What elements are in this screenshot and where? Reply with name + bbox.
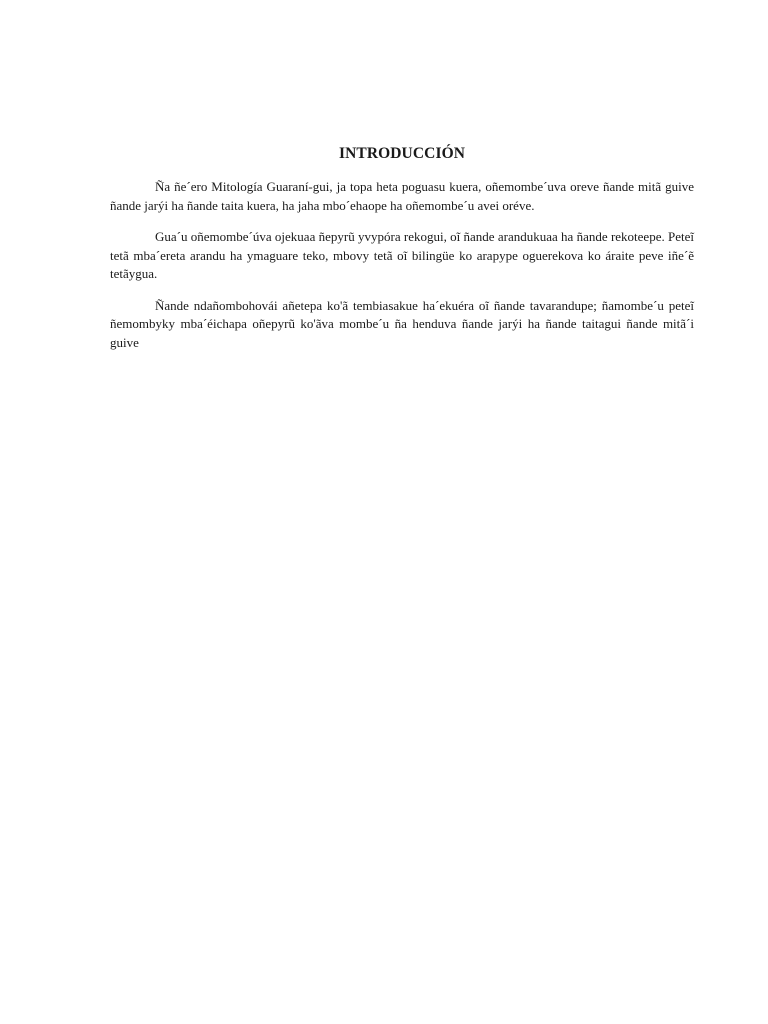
paragraph-3: Ñande ndañombohovái añetepa ko'ã tembiasakue ha´ekuéra oĩ ñande tavarandupe; ñamombe´u peteĩ ñemombyky mba´éichapa oñepyrũ ko'ãva mombe´u ña henduva ñande jarýi ha ñande taitagui ñande mitã´i guive <box>110 297 694 350</box>
document-body <box>110 145 694 365</box>
page-title: INTRODUCCIÓN <box>338 145 466 162</box>
paragraph-1: Ña ñe´ero Mitología Guaraní-gui, ja topa heta poguasu kuera, oñemombe´uva oreve ñande mitã guive ñande jarýi ha ñande taita kuera, ha jaha mbo´ehaope ha oñemombe´u avei oréve. <box>110 179 694 213</box>
paragraph-2: Gua´u oñemombe´úva ojekuaa ñepyrũ yvypóra rekogui, oĩ ñande arandukuaa ha ñande rekoteepe. Peteĩ tetã mba´ereta arandu ha ymaguare teko, mbovy tetã oĩ bilingüe ko arapype oguerekova ko áraite peve iñe´ẽ tetãygua. <box>110 229 694 281</box>
